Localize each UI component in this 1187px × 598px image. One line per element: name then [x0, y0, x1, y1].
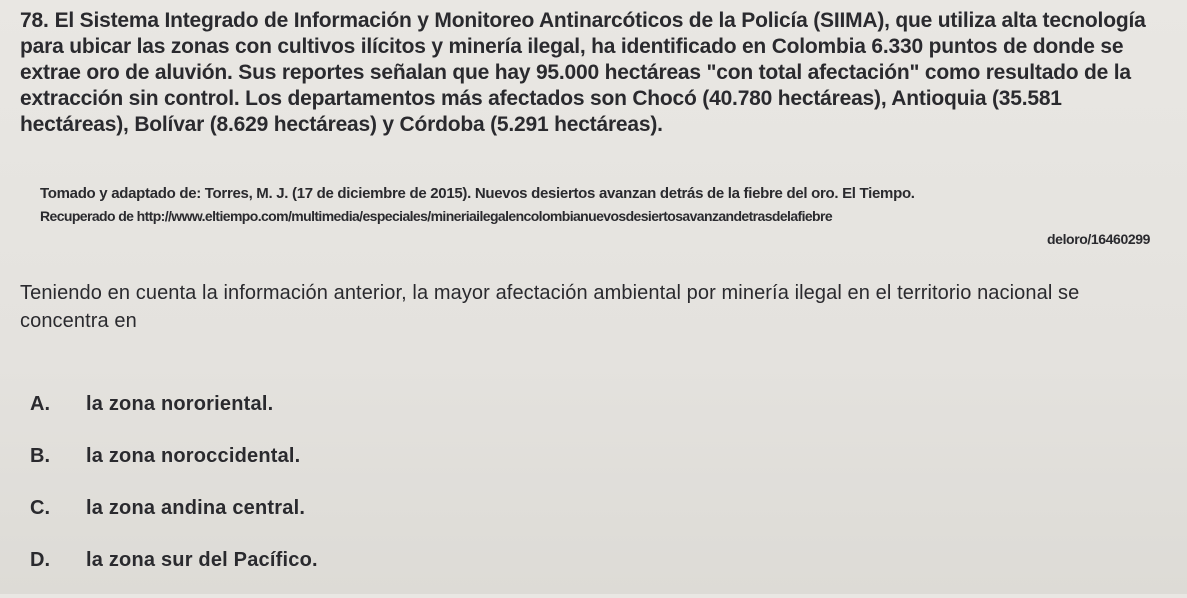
source-url: Recuperado de http://www.eltiempo.com/multimedia/especiales/mineriailegalencolombianuevosdesiertosavanzandetrasdelafiebre: [40, 208, 833, 224]
option-letter: A.: [30, 393, 50, 415]
option-letter: C.: [30, 497, 50, 519]
source-reference: Tomado y adaptado de: Torres, M. J. (17 de diciembre de 2015). Nuevos desiertos avanzan detrás de la fiebre del oro. El Tiempo.: [40, 185, 915, 202]
source-citation: [40, 182, 1160, 251]
question-block: [20, 8, 1170, 138]
option-a[interactable]: [30, 390, 930, 442]
option-letter: D.: [30, 549, 50, 571]
question-text: El Sistema Integrado de Información y Monitoreo Antinarcóticos de la Policía (SIIMA), que utiliza alta tecnología para ubicar las zonas con cultivos ilícitos y minería ilegal, ha identificado en Colombia 6.330 puntos de donde se extrae oro de aluvión. Sus reportes señalan que hay 95.000 hectáreas "con total afectación" como resultado de la extracción sin control. Los departamentos más afectados son Chocó (40.780 hectáreas), Antioquia (35.581 hectáreas), Bolívar (8.629 hectáreas) y Córdoba (5.291 hectáreas).: [20, 9, 1146, 136]
option-letter: B.: [30, 445, 50, 467]
source-url-end: deloro/16460299: [1047, 231, 1150, 247]
option-d[interactable]: [30, 546, 930, 598]
option-b[interactable]: [30, 442, 930, 494]
option-text: la zona andina central.: [86, 497, 306, 519]
option-text: la zona noroccidental.: [86, 445, 301, 467]
question-number: 78.: [20, 9, 49, 32]
option-c[interactable]: [30, 494, 930, 546]
option-text: la zona sur del Pacífico.: [86, 549, 318, 571]
answer-options: [30, 390, 930, 598]
question-prompt: Teniendo en cuenta la información anterior, la mayor afectación ambiental por minería ilegal en el territorio nacional se concentra en: [20, 282, 1080, 332]
option-text: la zona nororiental.: [86, 393, 274, 415]
